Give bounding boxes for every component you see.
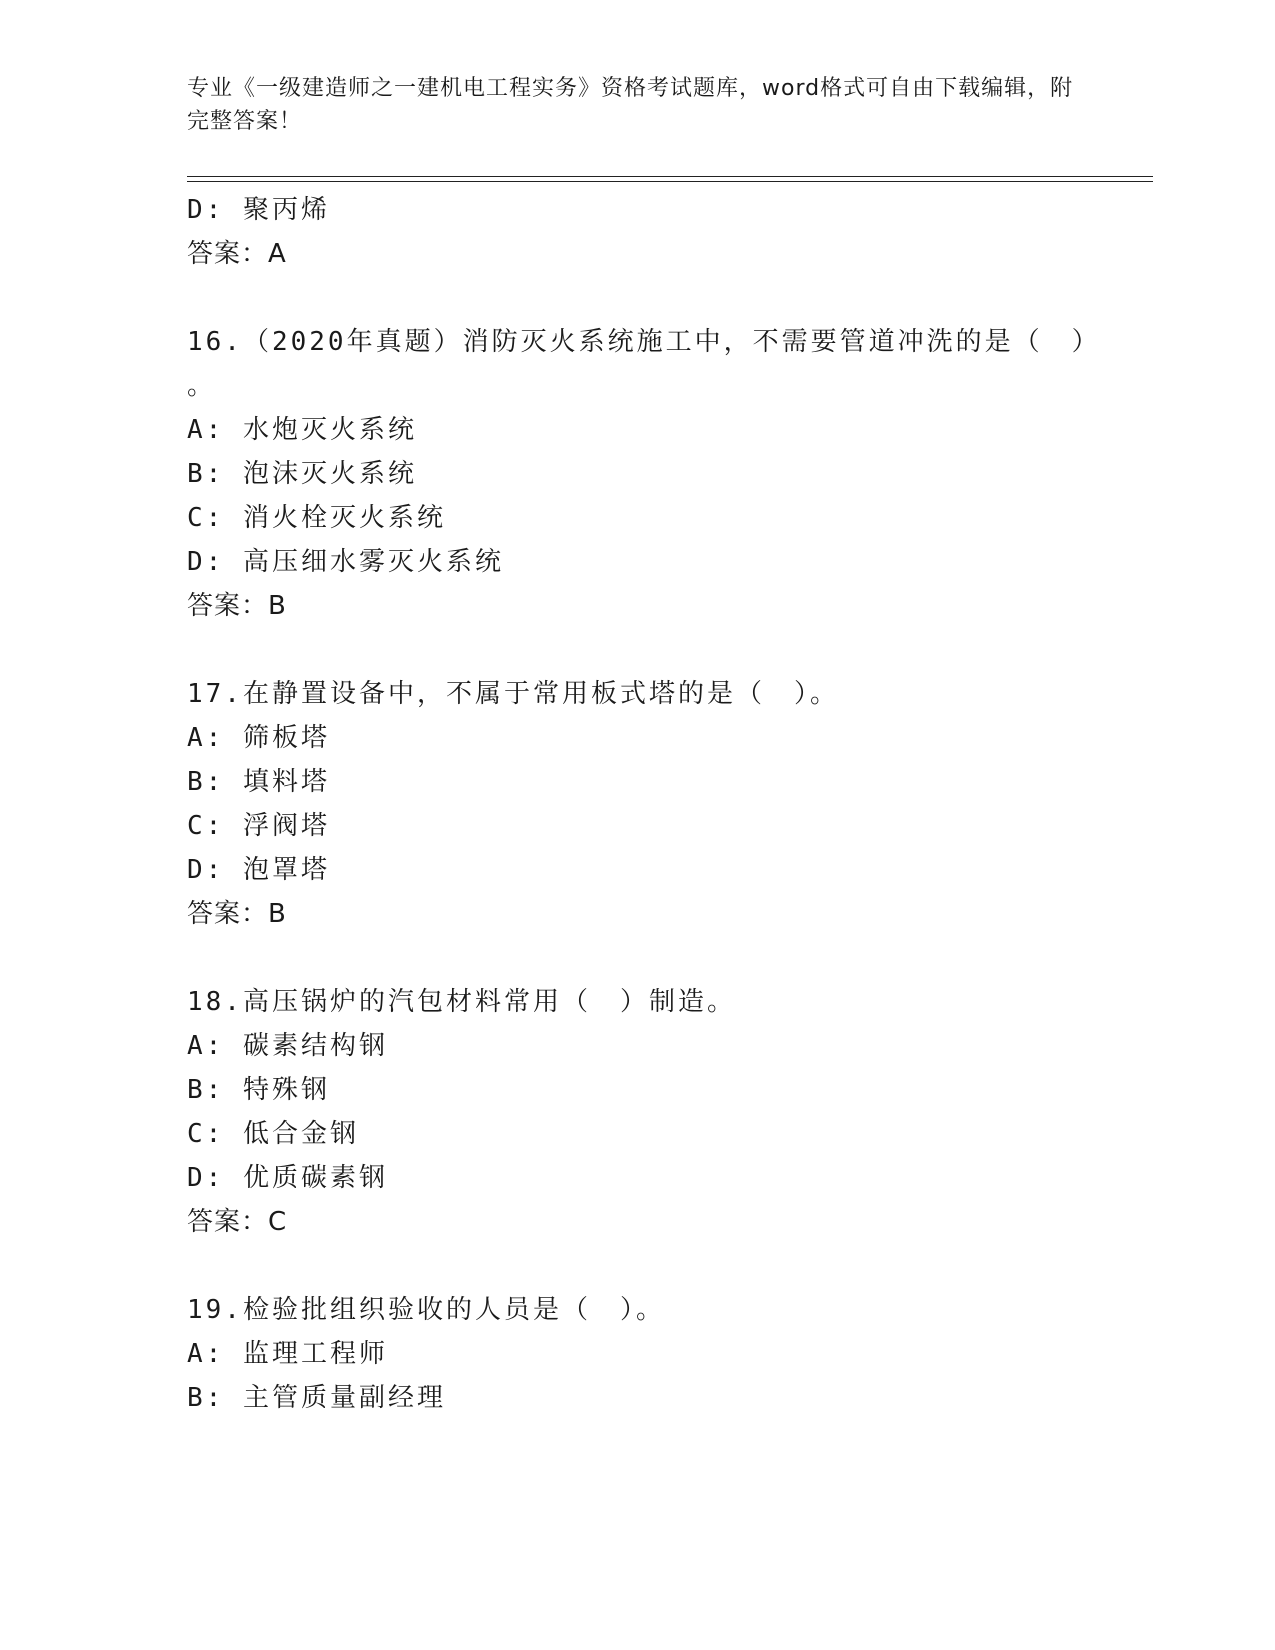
q17-stem: 17.在静置设备中，不属于常用板式塔的是（ ）。 xyxy=(187,679,839,709)
document-header: 专业《一级建造师之一建机电工程实务》资格考试题库，word格式可自由下载编辑，附完整答案！ xyxy=(187,76,1074,134)
q19-option-a: A: 监理工程师 xyxy=(187,1339,388,1369)
q17-option-a: A: 筛板塔 xyxy=(187,723,330,753)
q16-answer: 答案：B xyxy=(187,591,287,621)
q17-answer: 答案：B xyxy=(187,899,287,929)
q19-option-b: B: 主管质量副经理 xyxy=(187,1383,446,1413)
q17-option-c: C: 浮阀塔 xyxy=(187,811,330,841)
q16-stem-continuation: 。 xyxy=(187,371,217,401)
q18-option-c: C: 低合金钢 xyxy=(187,1119,359,1149)
header-divider-bottom xyxy=(187,181,1153,182)
q16-option-a: A: 水炮灭火系统 xyxy=(187,415,417,445)
q18-answer: 答案：C xyxy=(187,1207,288,1237)
q16-option-c: C: 消火栓灭火系统 xyxy=(187,503,446,533)
header-divider-top xyxy=(187,176,1153,177)
q18-option-a: A: 碳素结构钢 xyxy=(187,1031,388,1061)
q19-stem: 19.检验批组织验收的人员是（ ）。 xyxy=(187,1295,665,1325)
q17-option-d: D: 泡罩塔 xyxy=(187,855,330,885)
prev-answer: 答案：A xyxy=(187,239,287,269)
q18-option-d: D: 优质碳素钢 xyxy=(187,1163,388,1193)
q16-option-b: B: 泡沫灭火系统 xyxy=(187,459,417,489)
prev-option-d: D: 聚丙烯 xyxy=(187,195,330,225)
q18-stem: 18.高压锅炉的汽包材料常用（ ）制造。 xyxy=(187,987,736,1017)
q18-option-b: B: 特殊钢 xyxy=(187,1075,330,1105)
q17-option-b: B: 填料塔 xyxy=(187,767,330,797)
q16-stem: 16.（2020年真题）消防灭火系统施工中，不需要管道冲洗的是（ ） xyxy=(187,327,1101,357)
q16-option-d: D: 高压细水雾灭火系统 xyxy=(187,547,504,577)
